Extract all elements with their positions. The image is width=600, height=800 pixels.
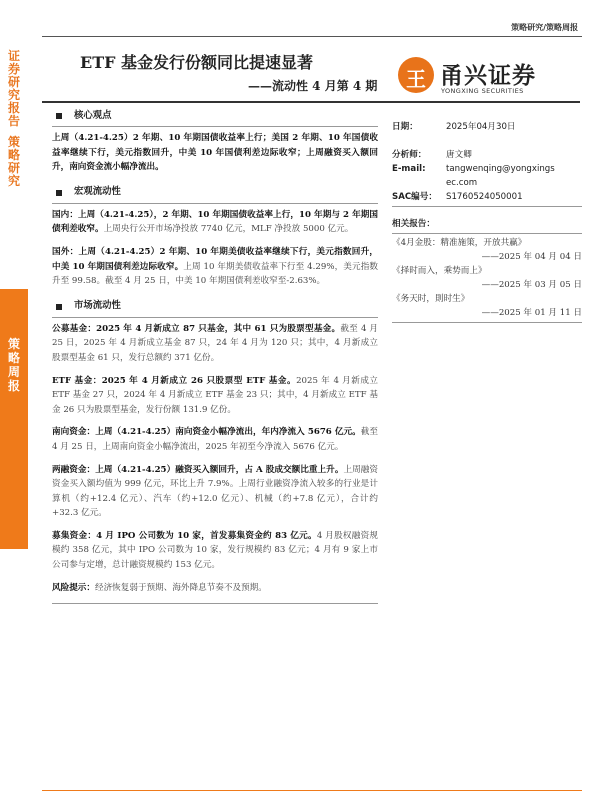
- risk-text: 经济恢复弱于预期、海外降息节奏不及预期。: [94, 582, 267, 593]
- paragraph-bold: 国内：上周（4.21-4.25），2 年期、10 年期国债收益率上行，10 年期与 2 年期国债利差收窄。: [52, 209, 378, 235]
- sac-row: [392, 190, 582, 204]
- sidebar-char: 略: [7, 351, 20, 365]
- paragraph-text: 截至 4 月 25 日，2025 年 4 月新成立基金 87 只，24 年 4 月为 120 只；其中，4 月新成立股票型基金 61 只，发行总额约 371 亿份。: [52, 323, 379, 363]
- main-content: [52, 106, 378, 604]
- paragraph-text: 截至 4 月 25 日，上周南向资金小幅净流出，2025 年初至今净流入 5676 亿元。: [52, 427, 378, 452]
- sidebar-char: 报: [7, 101, 20, 115]
- analyst-label: 分析师：: [392, 150, 427, 160]
- related-report-date: ——2025 年 03 月 05 日: [481, 280, 582, 290]
- section-heading-text: 市场流动性: [74, 300, 121, 312]
- top-divider: [42, 36, 582, 37]
- bullet-square-icon: [56, 113, 62, 119]
- paragraph: [52, 131, 378, 175]
- risk-warning: [52, 581, 378, 596]
- related-report-date: ——2025 年 04 月 04 日: [481, 252, 582, 262]
- sac-label: SAC编号：: [392, 192, 437, 202]
- related-reports-heading: 相关报告：: [392, 219, 435, 229]
- company-logo: [398, 55, 578, 97]
- paragraph-text: 上周 10 年期美债收益率下行至 4.29%，美元指数升至 99.58。截至 4 月 25 日，中美 10 年期国债利差收窄至-2.63%。: [52, 261, 378, 287]
- paragraph-bold: 上周（4.21-4.25）2 年期、10 年期国债收益率上行；美国 2 年期、10 年国债收益率继续下行，美元指数回升，中美 10 年国债利差边际收窄；上周融资买入额回升，南向资金流小幅净流出。: [52, 133, 378, 173]
- paragraph-bold: 两融资金：上周（4.21-4.25）融资买入额回升，占 A 股成交额比重上升。: [52, 464, 344, 475]
- section-heading-text: 核心观点: [74, 109, 112, 121]
- sidebar-char: 略: [7, 148, 20, 162]
- paragraph-text: 2025 年 4 月新成立 ETF 基金 27 只，2024 年 4 月新成立 ETF 基金 23 只；其中，4 月新成立 ETF 基金 26 只为股票型基金，发行份额 131.9 亿份。: [52, 375, 378, 415]
- risk-divider: [52, 603, 378, 604]
- sidebar-research-label: [0, 50, 28, 240]
- date-row: [392, 120, 582, 134]
- sidebar-char: 策: [7, 337, 20, 351]
- paragraph: [52, 245, 378, 289]
- paragraph-text: 上周央行公开市场净投放 7740 亿元，MLF 净投放 5000 亿元。: [103, 224, 354, 235]
- section-divider: [52, 126, 378, 127]
- paragraph: [52, 322, 378, 366]
- email-label: E-mail:: [392, 164, 426, 174]
- paragraph: [52, 374, 378, 418]
- paragraph: [52, 463, 378, 521]
- paragraph-bold: 南向资金：上周（4.21-4.25）南向资金小幅净流出，年内净流入 5676 亿元。: [52, 427, 361, 438]
- sidebar-char: 告: [7, 114, 20, 128]
- date-label: 日期：: [392, 122, 418, 132]
- email-link[interactable]: tangwenqing@yongxingsec.com: [446, 164, 555, 188]
- section-heading: [56, 183, 378, 203]
- spacer: [392, 134, 582, 148]
- bullet-square-icon: [56, 190, 62, 196]
- section-divider: [52, 317, 378, 318]
- report-category: 策略研究/策略周报: [511, 23, 578, 32]
- paragraph-bold: ETF 基金：2025 年 4 月新成立 26 只股票型 ETF 基金。: [52, 375, 297, 386]
- sidebar-char: 券: [7, 62, 20, 76]
- sidebar-char: 报: [7, 379, 20, 393]
- paragraph-text: 4 月股权融资规模约 358 亿元，其中 IPO 公司数为 10 家，发行规模约 83 亿元；4 月有 9 家上市公司参与定增，总计融资规模约 153 亿元。: [52, 530, 379, 571]
- paragraph: [52, 529, 378, 573]
- paragraph-text: 上周融资资金买入额均值为 999 亿元，环比上升 7.9%。上周行业融资净流入较多的行业是计算机（约+12.4 亿元）、汽车（约+12.0 亿元）、机械（约+7.8 亿元），合计约+32.3 亿元。: [52, 464, 378, 519]
- analyst-name: 唐文卿: [446, 150, 472, 160]
- logo-name-en: YONGXING SECURITIES: [441, 87, 524, 95]
- bullet-square-icon: [56, 304, 62, 310]
- paragraph-bold: 公募基金：2025 年 4 月新成立 87 只基金，其中 61 只为股票型基金。: [52, 323, 341, 334]
- sidebar-char: 究: [7, 174, 20, 188]
- sidebar-char: 周: [7, 365, 20, 379]
- sac-value: S1760524050001: [446, 192, 523, 202]
- related-report-title[interactable]: 《务天时，則时生》: [392, 294, 470, 304]
- section-divider: [52, 203, 378, 204]
- sidebar-char: 证: [7, 49, 20, 63]
- sidebar-weekly-label: [0, 337, 28, 393]
- section-heading-text: 宏观流动性: [74, 186, 121, 198]
- risk-label: 风险提示：: [52, 582, 95, 593]
- related-divider: [392, 233, 582, 234]
- header-divider: [42, 101, 580, 103]
- footer-divider: [42, 790, 582, 791]
- sidebar-char: 策: [7, 135, 20, 149]
- paragraph-bold: 国外：上周（4.21-4.25）2 年期、10 年期美债收益率继续下行，美元指数回升，中美 10 年期国债利差边际收窄。: [52, 246, 378, 272]
- sidebar-weekly-band: [0, 289, 28, 549]
- paragraph: [52, 208, 378, 237]
- related-report-date: ——2025 年 01 月 11 日: [481, 308, 582, 318]
- sidebar-char: 究: [7, 88, 20, 102]
- sidebar-char: 研: [7, 161, 20, 175]
- report-info-panel: [392, 120, 582, 325]
- related-report-title[interactable]: 《择时而入，乘势而上》: [392, 266, 487, 276]
- related-report-title[interactable]: 《4月金股：精准施策，开放共赢》: [392, 238, 527, 248]
- analyst-row: [392, 148, 582, 162]
- sidebar-char: 研: [7, 75, 20, 89]
- panel-divider: [392, 206, 582, 207]
- logo-glyph: 王: [406, 67, 426, 91]
- section-heading: [56, 106, 378, 126]
- report-subtitle: ——流动性 4 月第 4 期: [248, 79, 378, 93]
- related-bottom-divider: [392, 322, 582, 323]
- date-value: 2025年04月30日: [446, 122, 516, 132]
- paragraph-bold: 募集资金：4 月 IPO 公司数为 10 家，首发募集资金约 83 亿元。: [52, 530, 317, 541]
- email-row: [392, 162, 582, 190]
- logo-name: 甬兴证券: [440, 63, 536, 89]
- report-title: ETF 基金发行份额同比提速显著: [80, 53, 314, 72]
- section-heading: [56, 297, 378, 317]
- paragraph: [52, 425, 378, 454]
- logo-mark-icon: [398, 57, 434, 93]
